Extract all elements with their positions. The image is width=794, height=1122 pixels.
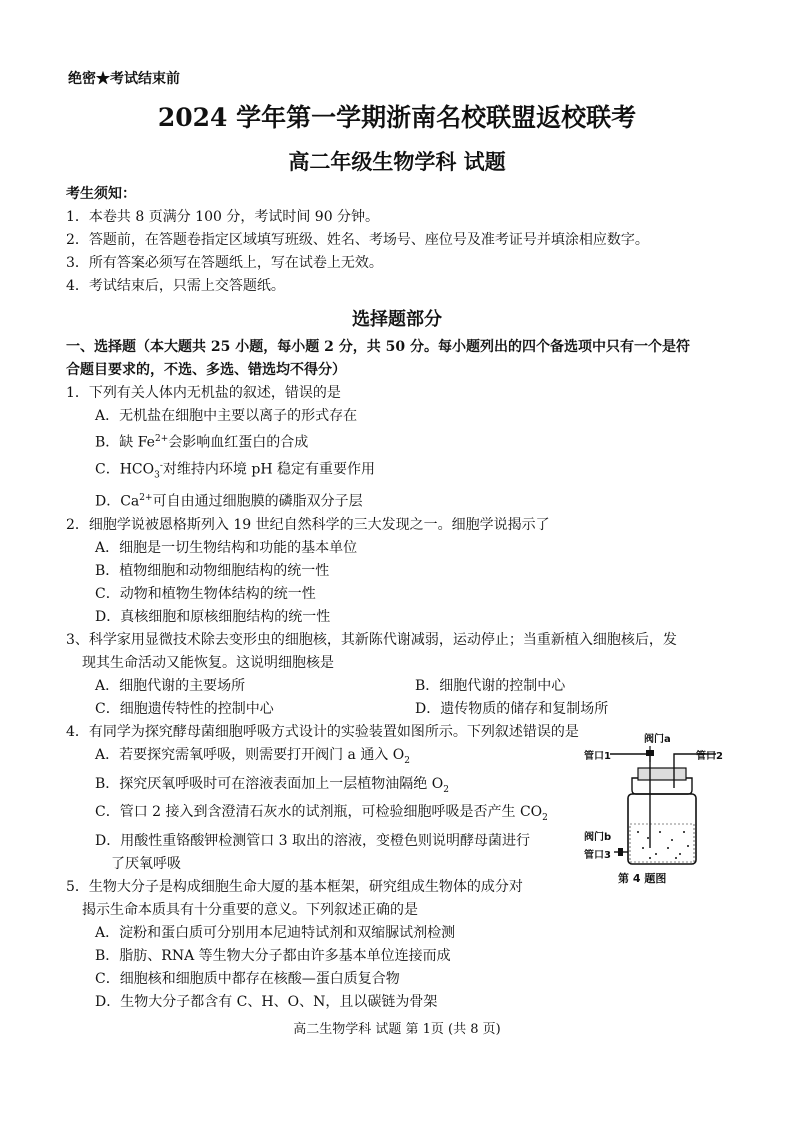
question-1 [66, 382, 736, 514]
option-d: D．生物大分子都含有 C、H、O、N，且以碳链为骨架 [95, 994, 438, 1011]
notice-item: 1．本卷共 8 页满分 100 分，考试时间 90 分钟。 [66, 209, 380, 225]
option-b: B．植物细胞和动物细胞结构的统一性 [95, 562, 330, 579]
option-row [66, 698, 736, 721]
question-3 [66, 629, 736, 721]
subscript: 3 [154, 470, 160, 481]
option-text: 对维持内环境 pH 稳定有重要作用 [162, 461, 375, 478]
subscript: 2 [443, 784, 449, 795]
part-instructions-line: 一、选择题（本大题共 25 小题，每小题 2 分，共 50 分。每小题列出的四个备选项中只有一个是符 [66, 339, 690, 355]
part-instructions [66, 336, 736, 382]
option-d: D．用酸性重铬酸钾检测管口 3 取出的溶液，变橙色则说明酵母菌进行 [95, 833, 531, 850]
question-stem: 2．细胞学说被恩格斯列入 19 世纪自然科学的三大发现之一。细胞学说揭示了 [66, 516, 550, 533]
superscript: 2+ [154, 434, 169, 444]
questions-area [66, 336, 736, 1014]
page-footer: 高二生物学科 试题 第 1页 (共 8 页) [293, 1022, 501, 1037]
option-c: C．动物和植物生物体结构的统一性 [95, 585, 316, 602]
question-stem: 3、科学家用显微技术除去变形虫的细胞核，其新陈代谢减弱，运动停止；当重新植入细胞核后，发 [66, 631, 677, 648]
notice-item: 2．答题前，在答题卷指定区域填写班级、姓名、考场号、座位号及准考证号并填涂相应数字。 [66, 232, 649, 248]
superscript: 2+ [139, 493, 153, 504]
superscript: - [159, 460, 163, 471]
exam-title: 2024 学年第一学期浙南名校联盟返校联考 [157, 103, 637, 132]
option-b [66, 428, 736, 455]
valve-b-label: 阀门b [584, 832, 612, 843]
option-a: A．淀粉和蛋白质可分别用本尼迪特试剂和双缩脲试剂检测 [95, 925, 456, 942]
option-text: D．Ca [95, 493, 140, 510]
question-stem-cont: 揭示生命本质具有十分重要的意义。下列叙述正确的是 [82, 902, 418, 919]
option-text: C．管口 2 接入到含澄清石灰水的试剂瓶，可检验细胞呼吸是否产生 CO [95, 804, 543, 821]
option-row [66, 675, 736, 698]
subscript: 2 [404, 755, 411, 766]
option-b: B．细胞代谢的控制中心 [415, 677, 566, 694]
exam-subtitle: 高二年级生物学科 试题 [288, 149, 506, 174]
tube-2-label: 管口2 [696, 751, 723, 762]
option-c [66, 455, 736, 487]
valve-a-label: 阀门a [644, 734, 671, 745]
option-a: A．细胞代谢的主要场所 [95, 677, 246, 694]
option-c: C．细胞核和细胞质中都存在核酸—蛋白质复合物 [95, 971, 400, 988]
option-b: B．脂肪、RNA 等生物大分子都由许多基本单位连接而成 [95, 948, 451, 965]
option-text: A．若要探究需氧呼吸，则需要打开阀门 a 通入 O [95, 746, 405, 763]
option-a: A．细胞是一切生物结构和功能的基本单位 [95, 539, 358, 556]
option-text: B．探究厌氧呼吸时可在溶液表面加上一层植物油隔绝 O [95, 775, 444, 792]
option-a: A．无机盐在细胞中主要以离子的形式存在 [95, 408, 358, 424]
part-instructions-line: 合题目要求的，不选、多选、错选均不得分） [66, 362, 346, 378]
section-title: 选择题部分 [352, 309, 442, 330]
option-d: D．遗传物质的储存和复制场所 [415, 700, 609, 717]
question-stem: 4．有同学为探究酵母菌细胞呼吸方式设计的实验装置如图所示。下列叙述错误的是 [66, 723, 579, 740]
question-5 [66, 876, 736, 1014]
option-text: 可自由通过细胞膜的磷脂双分子层 [152, 493, 363, 510]
apparatus-figure [584, 728, 738, 893]
question-stem-cont: 现其生命活动又能恢复。这说明细胞核是 [82, 654, 334, 671]
option-text: B．缺 Fe [95, 434, 155, 451]
option-text: 会影响血红蛋白的合成 [168, 434, 309, 451]
option-c: C．细胞遗传特性的控制中心 [95, 700, 274, 717]
subscript: 2 [542, 813, 548, 824]
notice-item: 4．考试结束后，只需上交答题纸。 [66, 278, 285, 294]
secret-label: 绝密★考试结束前 [68, 71, 180, 87]
notice-item: 3．所有答案必须写在答题纸上，写在试卷上无效。 [66, 255, 383, 271]
option-d [66, 487, 736, 514]
tube-3-label: 管口3 [584, 850, 611, 861]
question-stem: 1．下列有关人体内无机盐的叙述，错误的是 [66, 385, 341, 401]
notice-heading: 考生须知： [66, 186, 136, 202]
option-text: C．HCO [95, 461, 155, 478]
figure-caption: 第 4 题图 [618, 872, 667, 885]
question-2 [66, 514, 736, 629]
question-stem: 5．生物大分子是构成细胞生命大厦的基本框架，研究组成生物体的成分对 [66, 879, 523, 896]
option-d: D．真核细胞和原核细胞结构的统一性 [95, 608, 331, 625]
option-d-cont: 了厌氧呼吸 [111, 856, 181, 873]
tube-1-label: 管口1 [584, 751, 611, 762]
candidate-notice [66, 183, 746, 298]
